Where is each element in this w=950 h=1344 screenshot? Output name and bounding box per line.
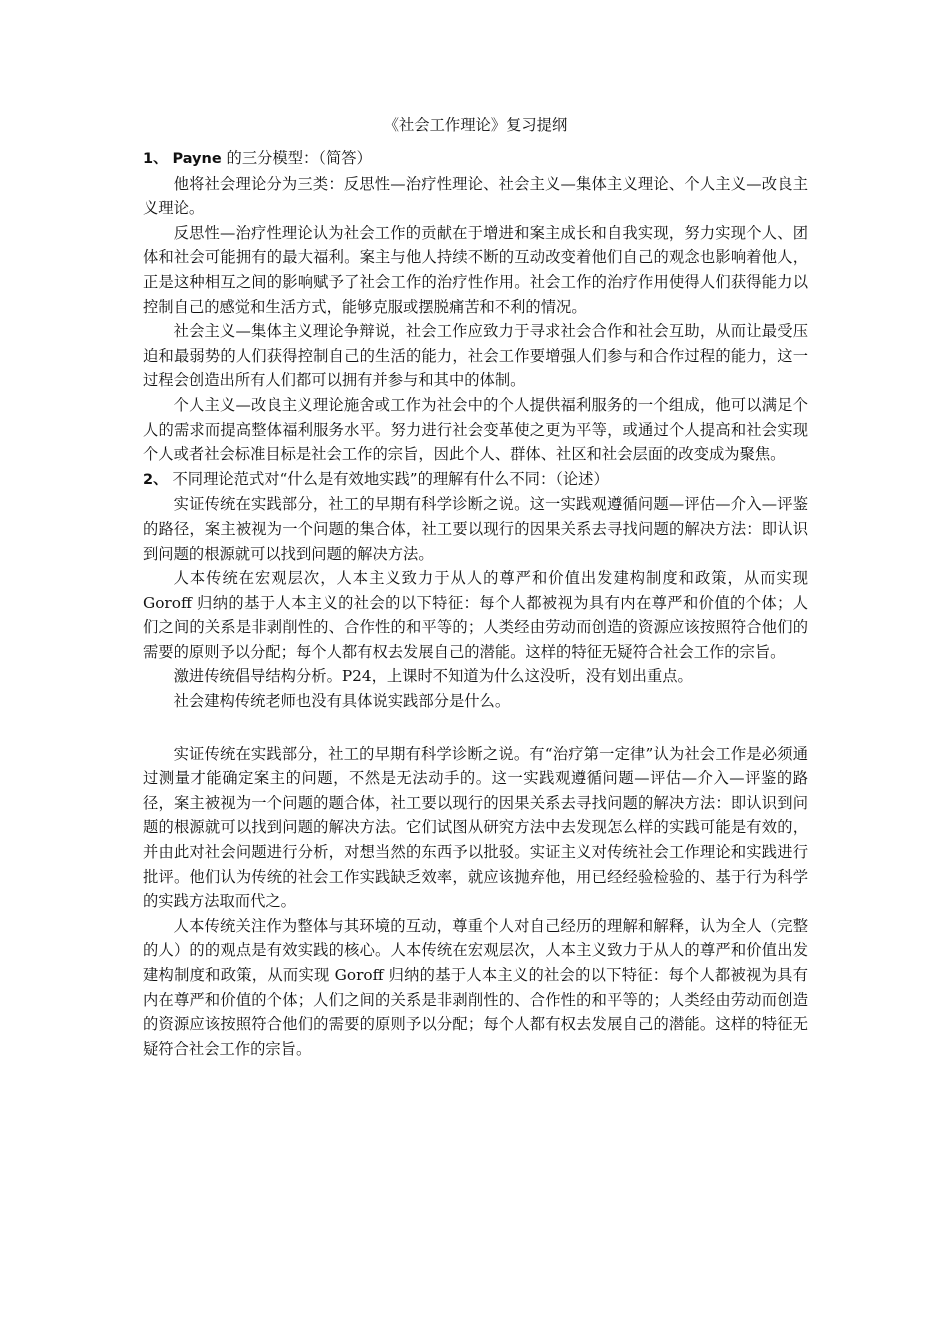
- document-page: [143, 112, 808, 1061]
- paragraph: 他将社会理论分为三类：反思性—治疗性理论、社会主义—集体主义理论、个人主义—改良主义理论。: [143, 174, 808, 218]
- section-2-heading-text: 不同理论范式对“什么是有效地实践”的理解有什么不同：（论述）: [172, 469, 609, 488]
- paragraph: 人本传统在宏观层次，人本主义致力于从人的尊严和价值出发建构制度和政策，从而实现 Goroff 归纳的基于人本主义的社会的以下特征：每个人都被视为具有内在尊严和价值的个体；人们之间的关系是非剥削性的、合作性的和平等的；人类经由劳动而创造的资源应该按照符合他们的需要的原则予以分配；每个人都有权去发展自己的潜能。这样的特征无疑符合社会工作的宗旨。: [143, 569, 808, 661]
- paragraph: 社会建构传统老师也没有具体说实践部分是什么。: [173, 692, 511, 711]
- paragraph: 社会主义—集体主义理论争辩说，社会工作应致力于寻求社会合作和社会互助，从而让最受压迫和最弱势的人们获得控制自己的生活的能力，社会工作要增强人们参与和合作过程的能力，这一过程会创造出所有人们都可以拥有并参与和其中的体制。: [143, 322, 808, 390]
- paragraph: 激进传统倡导结构分析。P24，上课时不知道为什么这没听，没有划出重点。: [173, 667, 693, 686]
- paragraph: 实证传统在实践部分，社工的早期有科学诊断之说。这一实践观遵循问题—评估—介入—评鉴的路径，案主被视为一个问题的集合体，社工要以现行的因果关系去寻找问题的解决方法：即认识到问题的根源就可以找到问题的解决方法。: [143, 495, 808, 563]
- paragraph-gap: [143, 714, 808, 742]
- section-2-heading: [143, 467, 808, 493]
- section-1-heading: [143, 146, 808, 172]
- paragraph: 实证传统在实践部分，社工的早期有科学诊断之说。有“治疗第一定律”认为社会工作是必须通过测量才能确定案主的问题，不然是无法动手的。这一实践观遵循问题—评估—介入—评鉴的路径，案主被视为一个问题的题合体，社工要以现行的因果关系去寻找问题的解决方法：即认识到问题的根源就可以找到问题的解决方法。它们试图从研究方法中去发现怎么样的实践可能是有效的，并由此对社会问题进行分析，对想当然的东西予以批驳。实证主义对传统社会工作理论和实践进行批评。他们认为传统的社会工作实践缺乏效率，就应该抛弃他，用已经经验检验的、基于行为科学的实践方法取而代之。: [143, 744, 808, 911]
- document-title: 《社会工作理论》复习提纲: [383, 116, 568, 134]
- section-1-heading-bold: Payne: [172, 151, 222, 167]
- paragraph: 个人主义—改良主义理论施舍或工作为社会中的个人提供福利服务的一个组成，他可以满足个人的需求而提高整体福利服务水平。努力进行社会变革使之更为平等，或通过个人提高和社会实现个人或者社会标准目标是社会工作的宗旨，因此个人、群体、社区和社会层面的改变成为聚焦。: [143, 395, 808, 464]
- section-2-number: 2、: [143, 471, 168, 488]
- paragraph: 反思性—治疗性理论认为社会工作的贡献在于增进和案主成长和自我实现，努力实现个人、团体和社会可能拥有的最大福利。案主与他人持续不断的互动改变着他们自己的观念也影响着他人，正是这种相互之间的影响赋予了社会工作的治疗性作用。社会工作的治疗作用使得人们获得能力以控制自己的感觉和生活方式，能够克服或摆脱痛苦和不利的情况。: [143, 223, 808, 316]
- paragraph: 人本传统关注作为整体与其环境的互动，尊重个人对自己经历的理解和解释，认为全人（完整的人）的的观点是有效实践的核心。人本传统在宏观层次，人本主义致力于从人的尊严和价值出发建构制度和政策，从而实现 Goroff 归纳的基于人本主义的社会的以下特征：每个人都被视为具有内在尊严和价值的个体；人们之间的关系是非剥削性的、合作性的和平等的；人类经由劳动而创造的资源应该按照符合他们的需要的原则予以分配；每个人都有权去发展自己的潜能。这样的特征无疑符合社会工作的宗旨。: [143, 916, 808, 1058]
- section-1-heading-text: 的三分模型：（简答）: [226, 149, 372, 167]
- section-1-number: 1、: [143, 151, 168, 167]
